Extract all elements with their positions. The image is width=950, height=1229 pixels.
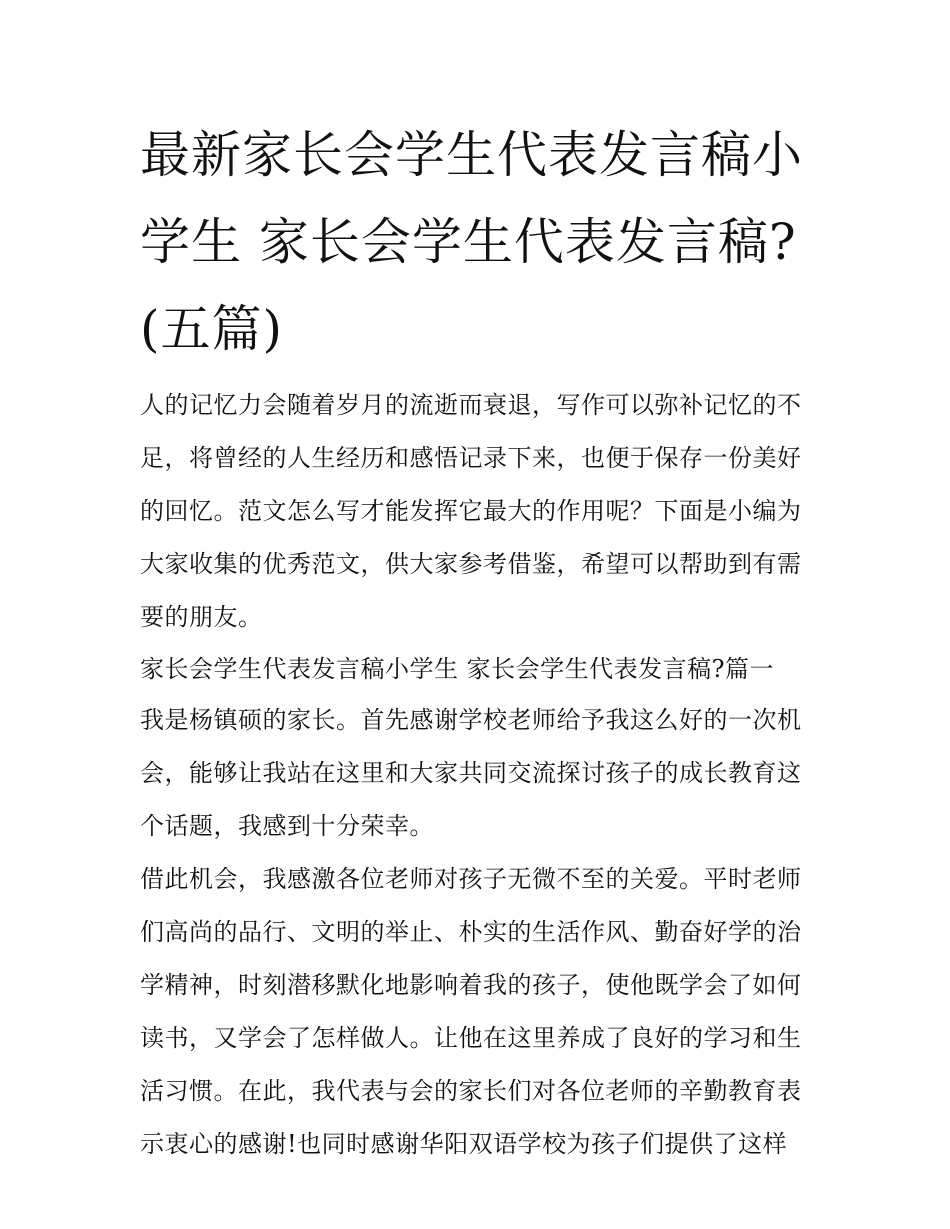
section-heading: 家长会学生代表发言稿小学生 家长会学生代表发言稿?篇一: [140, 655, 774, 683]
document-page: [140, 112, 820, 1171]
document-title: 最新家长会学生代表发言稿小学生 家长会学生代表发言稿?(五篇): [140, 126, 803, 358]
intro-paragraph: 人的记忆力会随着岁月的流逝而衰退，写作可以弥补记忆的不足，将曾经的人生经历和感悟记录下来，也便于保存一份美好的回忆。范文怎么写才能发挥它最大的作用呢？下面是小编为大家收集的优秀范文，供大家参考借鉴，希望可以帮助到有需要的朋友。: [140, 391, 802, 631]
body-paragraph: 我是杨镇硕的家长。首先感谢学校老师给予我这么好的一次机会，能够让我站在这里和大家共同交流探讨孩子的成长教育这个话题，我感到十分荣幸。: [140, 706, 802, 840]
body-paragraph: 借此机会，我感激各位老师对孩子无微不至的关爱。平时老师们高尚的品行、文明的举止、朴实的生活作风、勤奋好学的治学精神，时刻潜移默化地影响着我的孩子，使他既学会了如何读书，又学会了怎样做人。让他在这里养成了良好的学习和生活习惯。在此，我代表与会的家长们对各位老师的辛勤教育表示衷心的感谢!也同时感谢华阳双语学校为孩子们提供了这样: [140, 865, 802, 1158]
